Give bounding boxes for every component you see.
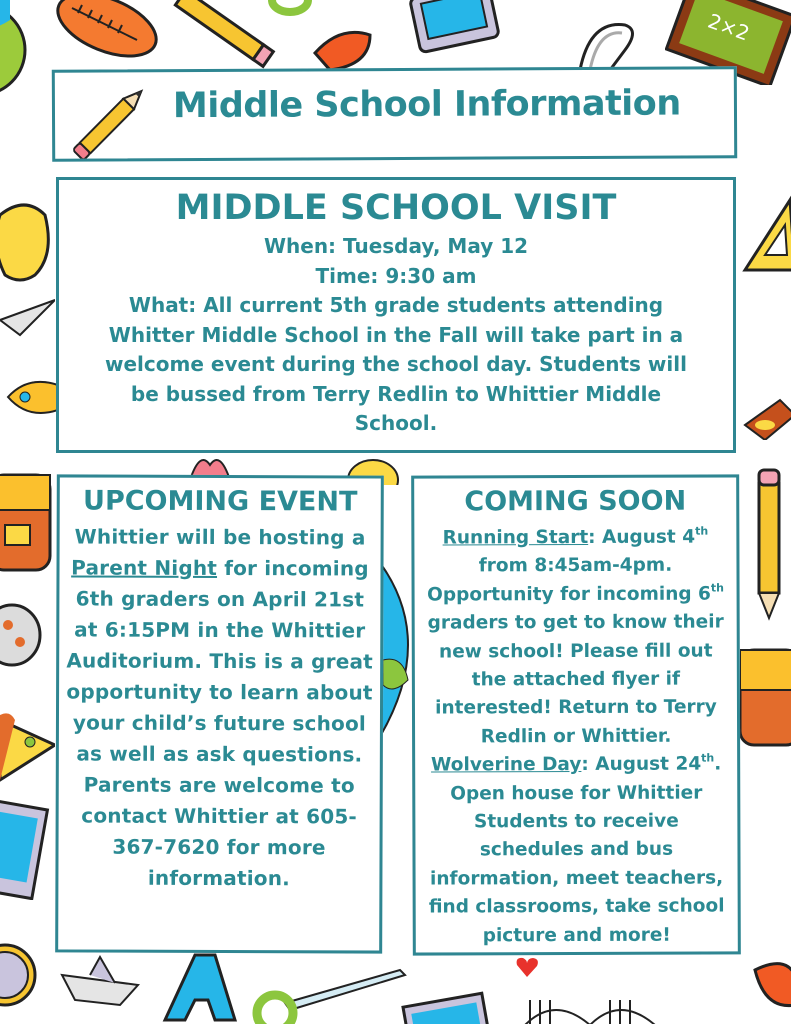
visit-what: What: All current 5th grade students attending Whitter Middle School in the Fall will take part in a welcome event during the school day. Students will be bussed from Terry Redlin to Whittier Middle School. xyxy=(105,293,687,435)
globe-icon xyxy=(0,0,30,120)
running-start-label: Running Start xyxy=(442,526,589,549)
event-text-intro: Whittier will be hosting a xyxy=(74,524,366,550)
alarm-clock-icon xyxy=(0,935,45,1015)
football-icon xyxy=(52,0,162,65)
backpack-icon xyxy=(740,640,791,750)
title-banner xyxy=(52,66,737,162)
leaf-icon xyxy=(310,25,390,73)
paint-palette-icon xyxy=(0,600,45,670)
pencil-icon xyxy=(752,468,787,623)
coming-soon-text xyxy=(414,519,737,950)
leaf-icon xyxy=(745,955,791,1010)
pencil-icon xyxy=(170,0,280,70)
upcoming-event-heading: UPCOMING EVENT xyxy=(83,485,358,518)
wolverine-day-label: Wolverine Day xyxy=(430,754,582,776)
backpack-icon xyxy=(0,455,55,575)
heart-icon xyxy=(515,955,540,980)
page-title: Middle School Information xyxy=(172,83,681,127)
paperclip-icon xyxy=(570,15,650,70)
coming-soon-heading: COMING SOON xyxy=(464,485,687,518)
ruler-triangle-icon xyxy=(740,195,791,280)
event-text-details: for incoming 6th graders on April 21st at 6:15PM in the Whittier Auditorium. This is a great opportunity to learn about your child’s future school as well as ask questions. Parents are welcome to contact Whittier at 605-367-7620 for more information. xyxy=(66,555,373,891)
visit-time: Time: 9:30 am xyxy=(315,263,477,288)
parent-night-link: Parent Night xyxy=(71,555,218,580)
middle-school-visit-card xyxy=(56,177,736,453)
scissors-icon xyxy=(250,965,410,1024)
wolverine-day-details: . Open house for Whittier Students to receive schedules and bus information, meet teachers, find classrooms, take school picture and more! xyxy=(428,753,725,947)
paper-boat-icon xyxy=(60,955,140,1010)
wolverine-day-date: : August 24 xyxy=(581,753,702,776)
svg-text:2×2: 2×2 xyxy=(704,8,753,46)
paper-airplane-icon xyxy=(0,295,55,340)
upcoming-event-text xyxy=(58,519,380,894)
pencil-icon xyxy=(73,78,158,158)
running-start-date-suffix: th xyxy=(695,524,709,538)
apple-icon xyxy=(0,195,55,285)
visit-details xyxy=(59,232,733,439)
visit-when: When: Tuesday, May 12 xyxy=(263,234,529,258)
tablet-icon xyxy=(0,800,50,900)
visit-heading: MIDDLE SCHOOL VISIT xyxy=(175,188,617,228)
rocket-icon xyxy=(740,395,791,440)
paperclip-icon xyxy=(265,0,315,25)
pizza-icon xyxy=(0,710,55,785)
wolverine-day-date-suffix: th xyxy=(701,751,715,765)
letter-a-icon xyxy=(160,950,240,1024)
rocket-icon xyxy=(3,375,58,420)
upcoming-event-card xyxy=(55,474,384,953)
tablet-icon xyxy=(400,990,490,1024)
grade-suffix: th xyxy=(710,581,725,595)
running-start-details-2: graders to get to know their new school! Please fill out the attached flyer if interested! Return to Terry Redlin or Whittier. xyxy=(427,611,724,748)
running-start-details: from 8:45am-4pm. Opportunity for incoming 6 xyxy=(427,555,711,606)
book-icon xyxy=(520,995,660,1024)
coming-soon-card xyxy=(411,474,741,955)
tablet-icon xyxy=(405,0,505,55)
running-start-date: : August 4 xyxy=(588,526,696,548)
